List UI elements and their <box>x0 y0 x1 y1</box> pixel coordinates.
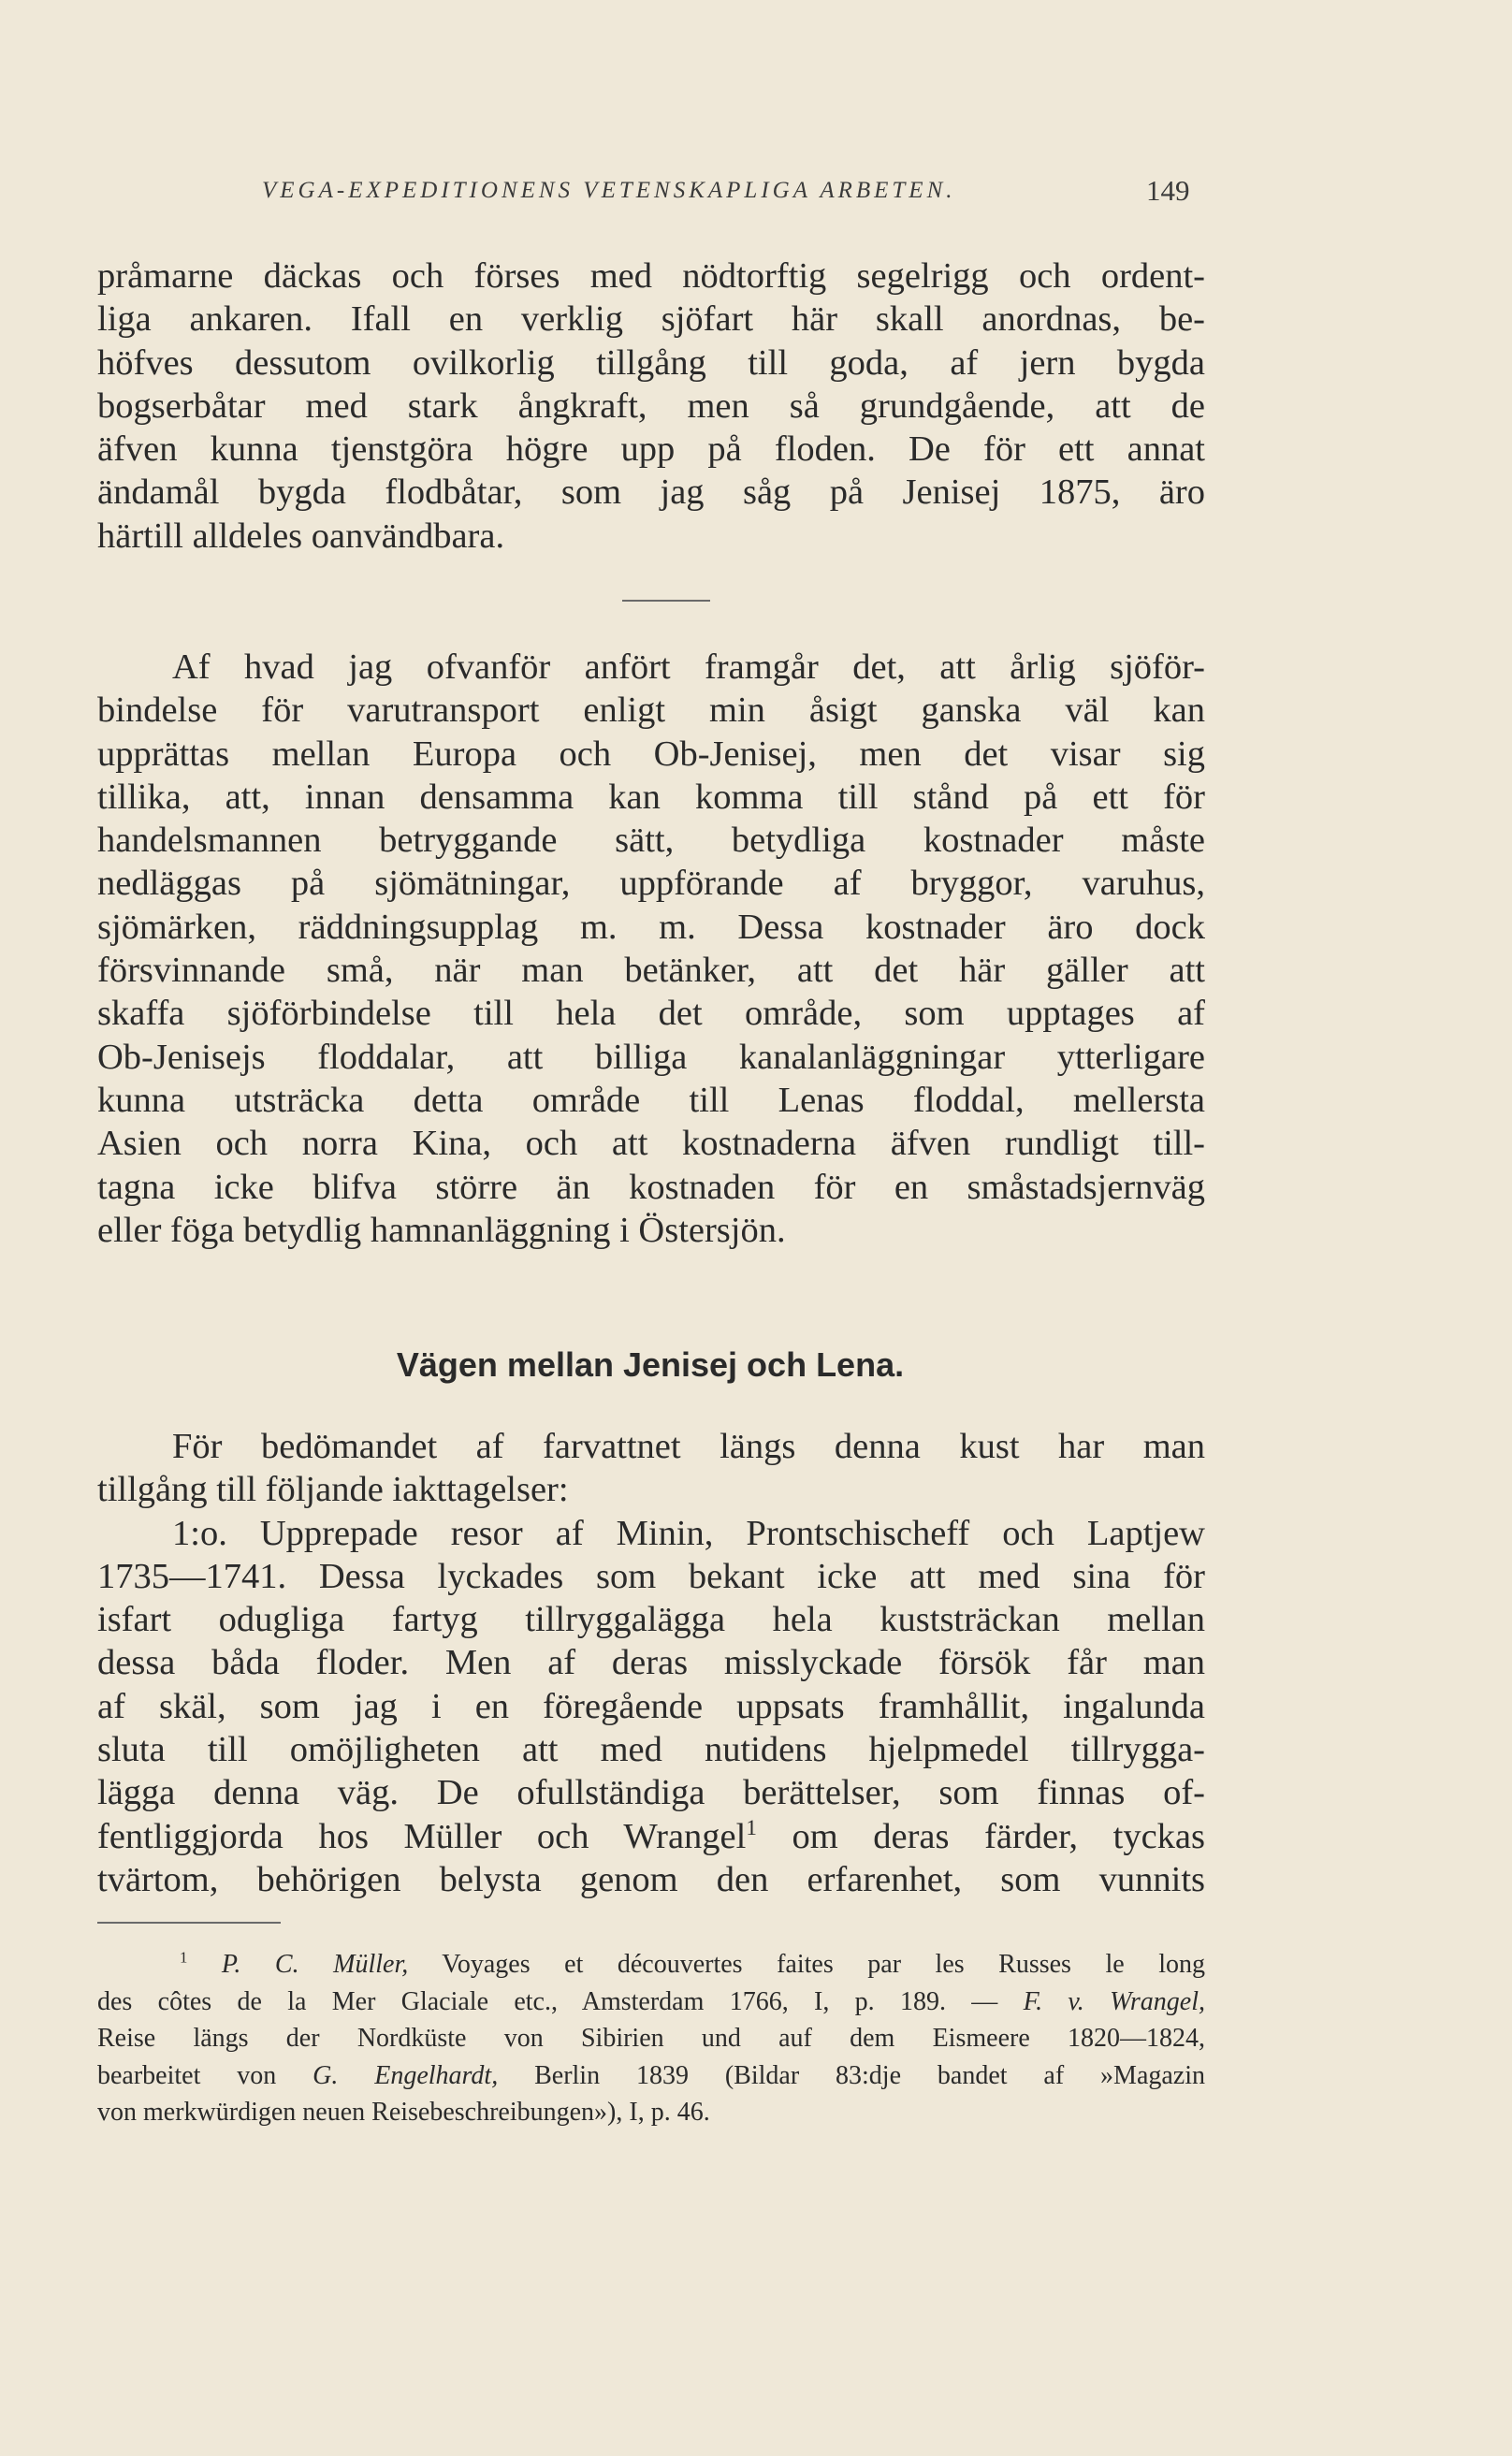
text-line: Af hvad jag ofvanför anfört framgår det, att årlig sjöför- <box>172 647 1205 687</box>
text-line: pråmarne däckas och förses med nödtorftig segelrigg och ordent- <box>97 256 1205 296</box>
footnote <box>97 1946 1205 2131</box>
text-line: äfven kunna tjenstgöra högre upp på floden. De för ett annat <box>97 429 1205 470</box>
text-fragment: Voyages et découvertes faites par les Russes le long <box>408 1950 1205 1979</box>
text-line: försvinnande små, när man betänker, att det här gäller att <box>97 951 1205 991</box>
footnote-line <box>97 1984 1205 2021</box>
footnote-divider <box>97 1922 281 1924</box>
page-number: 149 <box>1146 174 1190 207</box>
footnote-line: Reise längs der Nordküste von Sibirien und auf dem Eismeere 1820—1824, <box>97 2024 1205 2053</box>
text-line: Ob-Jenisejs floddalar, att billiga kanalanläggningar ytterligare <box>97 1037 1205 1077</box>
text-line: sluta till omöjligheten att med nutidens hjelpmedel tillrygga- <box>97 1730 1205 1770</box>
paragraph-2 <box>97 646 1205 1252</box>
text-fragment: bearbeitet von <box>97 2060 313 2090</box>
text-line: handelsmannen betryggande sätt, betydliga kostnader måste <box>97 821 1205 861</box>
text-line: tagna icke blifva större än kostnaden för en småstadsjernväg <box>97 1167 1205 1207</box>
text-line: härtill alldeles oanvändbara. <box>97 516 505 556</box>
text-fragment: Berlin 1839 (Bildar 83:dje bandet af »Magazin <box>498 2060 1206 2090</box>
text-line: Asien och norra Kina, och att kostnaderna äfven rundligt till- <box>97 1124 1205 1164</box>
text-line: liga ankaren. Ifall en verklig sjöfart här skall anordnas, be- <box>97 299 1205 340</box>
text-line: isfart odugliga fartyg tillryggalägga hela kuststräckan mellan <box>97 1600 1205 1640</box>
text-fragment: des côtes de la Mer Glaciale etc., Amsterdam 1766, I, p. 189. — <box>97 1986 998 2016</box>
text-fragment: fentliggjorda hos Müller och Wrangel <box>97 1816 747 1856</box>
text-line: bogserbåtar med stark ångkraft, men så grundgående, att de <box>97 385 1205 426</box>
footnote-line <box>97 2057 1205 2095</box>
text-line: 1735—1741. Dessa lyckades som bekant icke att med sina för <box>97 1556 1205 1596</box>
footnote-line: von merkwürdigen neuen Reisebeschreibungen»), I, p. 46. <box>97 2098 710 2127</box>
text-line: 1:o. Upprepade resor af Minin, Prontschischeff och Laptjew <box>172 1513 1205 1553</box>
text-line: skaffa sjöförbindelse till hela det område, som upptages af <box>97 994 1205 1034</box>
text-line: dessa båda floder. Men af deras misslyckade försök får man <box>97 1643 1205 1683</box>
section-divider <box>622 600 710 602</box>
section-heading: Vägen mellan Jenisej och Lena. <box>396 1345 905 1384</box>
text-line: ändamål bygda flodbåtar, som jag såg på Jenisej 1875, äro <box>97 472 1205 513</box>
text-line: bindelse för varutransport enligt min åsigt ganska väl kan <box>97 690 1205 731</box>
paragraph-3 <box>97 1425 1205 1901</box>
author-name: G. Engelhardt, <box>313 2060 499 2090</box>
author-name: P. C. Müller, <box>187 1950 409 1979</box>
text-line: sjömärken, räddningsupplag m. m. Dessa kostnader äro dock <box>97 907 1205 947</box>
footnote-marker: 1 <box>746 1814 757 1839</box>
text-line: För bedömandet af farvattnet längs denna kust har man <box>172 1427 1205 1466</box>
text-line <box>97 1815 1205 1858</box>
footnote-line <box>97 1946 1205 1984</box>
text-line: tvärtom, behörigen belysta genom den erfarenhet, som vunnits <box>97 1859 1205 1899</box>
text-line: af skäl, som jag i en föregående uppsats framhållit, ingalunda <box>97 1686 1205 1726</box>
paragraph-1 <box>97 254 1205 558</box>
text-line: tillika, att, innan densamma kan komma till stånd på ett för <box>97 777 1205 817</box>
author-name: F. v. Wrangel, <box>997 1986 1205 2016</box>
text-line: höfves dessutom ovilkorlig tillgång till goda, af jern bygda <box>97 342 1205 383</box>
text-line: kunna utsträcka detta område till Lenas floddal, mellersta <box>97 1080 1205 1120</box>
text-line: lägga denna väg. De ofullständiga berättelser, som finnas of- <box>97 1773 1205 1813</box>
footnote-number: 1 <box>180 1948 188 1967</box>
text-line: nedläggas på sjömätningar, uppförande af bryggor, varuhus, <box>97 864 1205 904</box>
text-line: tillgång till följande iakttagelser: <box>97 1470 569 1510</box>
text-fragment: om deras färder, tyckas <box>756 1816 1205 1856</box>
text-line: upprättas mellan Europa och Ob-Jenisej, men det visar sig <box>97 734 1205 774</box>
text-line: eller föga betydlig hamnanläggning i Östersjön. <box>97 1210 786 1250</box>
running-head: VEGA-EXPEDITIONENS VETENSKAPLIGA ARBETEN. <box>262 178 956 203</box>
